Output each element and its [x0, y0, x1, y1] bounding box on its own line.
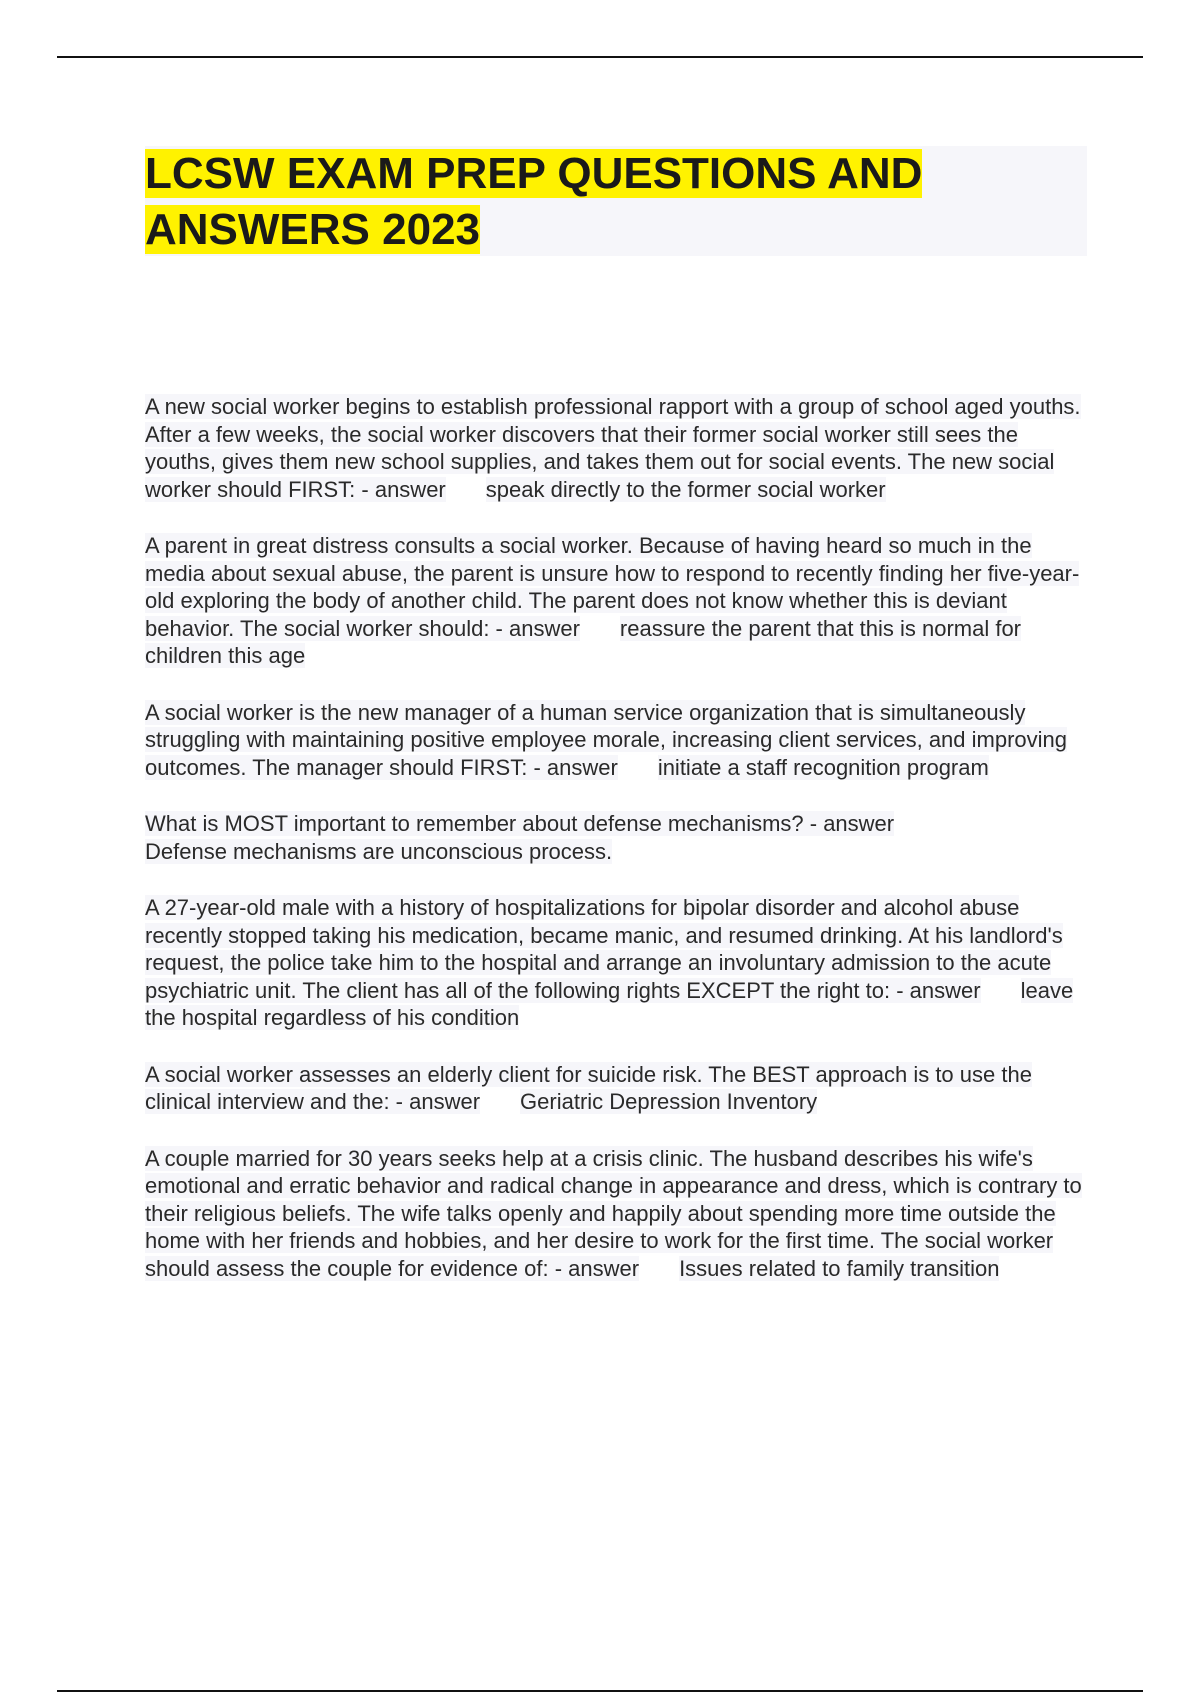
qa-item — [145, 393, 1090, 503]
answer-text: Issues related to family transition — [679, 1255, 1000, 1281]
title-block — [145, 146, 1087, 256]
qa-item — [145, 532, 1090, 670]
question-text: A 27-year-old male with a history of hospitalizations for bipolar disorder and alcohol abuse recently stopped taking his medication, became manic, and resumed drinking. At his landlord's request, the police take him to the hospital and arrange an involuntary admission to the acute psychiatric unit. The client has all of the following rights EXCEPT the right to: - answer — [145, 895, 1063, 1003]
qa-item — [145, 1061, 1090, 1116]
bottom-rule — [57, 1690, 1143, 1692]
answer-text: speak directly to the former social worker — [485, 476, 886, 502]
question-text: A new social worker begins to establish professional rapport with a group of school aged youths. After a few weeks, the social worker discovers that their former social worker still sees the youths, gives them new school supplies, and takes them out for social events. The new social worker should FIRST: - answer — [145, 394, 1081, 502]
question-text: A social worker assesses an elderly client for suicide risk. The BEST approach is to use the clinical interview and the: - answer — [145, 1061, 1032, 1114]
question-text: What is MOST important to remember about defense mechanisms? - answer — [145, 811, 895, 836]
answer-text: leave the hospital regardless of his condition — [145, 977, 1074, 1030]
document-body — [145, 146, 1090, 1311]
qa-item — [145, 810, 1090, 865]
answer-text: Defense mechanisms are unconscious process. — [145, 838, 613, 864]
question-text: A couple married for 30 years seeks help at a crisis clinic. The husband describes his wife's emotional and erratic behavior and radical change in appearance and dress, which is contrary to their religious beliefs. The wife talks openly and happily about spending more time outside the home with her friends and hobbies, and her desire to work for the first time. The social worker should assess the couple for evidence of: - answer — [145, 1145, 1082, 1281]
qa-list — [145, 393, 1090, 1282]
title-line-2: ANSWERS 2023 — [145, 205, 481, 254]
qa-item — [145, 894, 1090, 1032]
title-line-1: LCSW EXAM PREP QUESTIONS AND — [145, 149, 923, 198]
top-rule — [57, 56, 1143, 58]
qa-item — [145, 1145, 1090, 1283]
document-title — [145, 146, 1087, 258]
question-text: A parent in great distress consults a social worker. Because of having heard so much in the media about sexual abuse, the parent is unsure how to respond to recently finding her five-year-old exploring the body of another child. The parent does not know whether this is deviant behavior. The social worker should: - answer — [145, 533, 1080, 641]
qa-item — [145, 699, 1090, 782]
answer-text: initiate a staff recognition program — [657, 754, 989, 780]
answer-text: Geriatric Depression Inventory — [520, 1089, 818, 1114]
question-text: A social worker is the new manager of a human service organization that is simultaneously struggling with maintaining positive employee morale, increasing client services, and improving outcomes. The manager should FIRST: - answer — [145, 699, 1068, 780]
answer-text: reassure the parent that this is normal for children this age — [145, 615, 1022, 668]
